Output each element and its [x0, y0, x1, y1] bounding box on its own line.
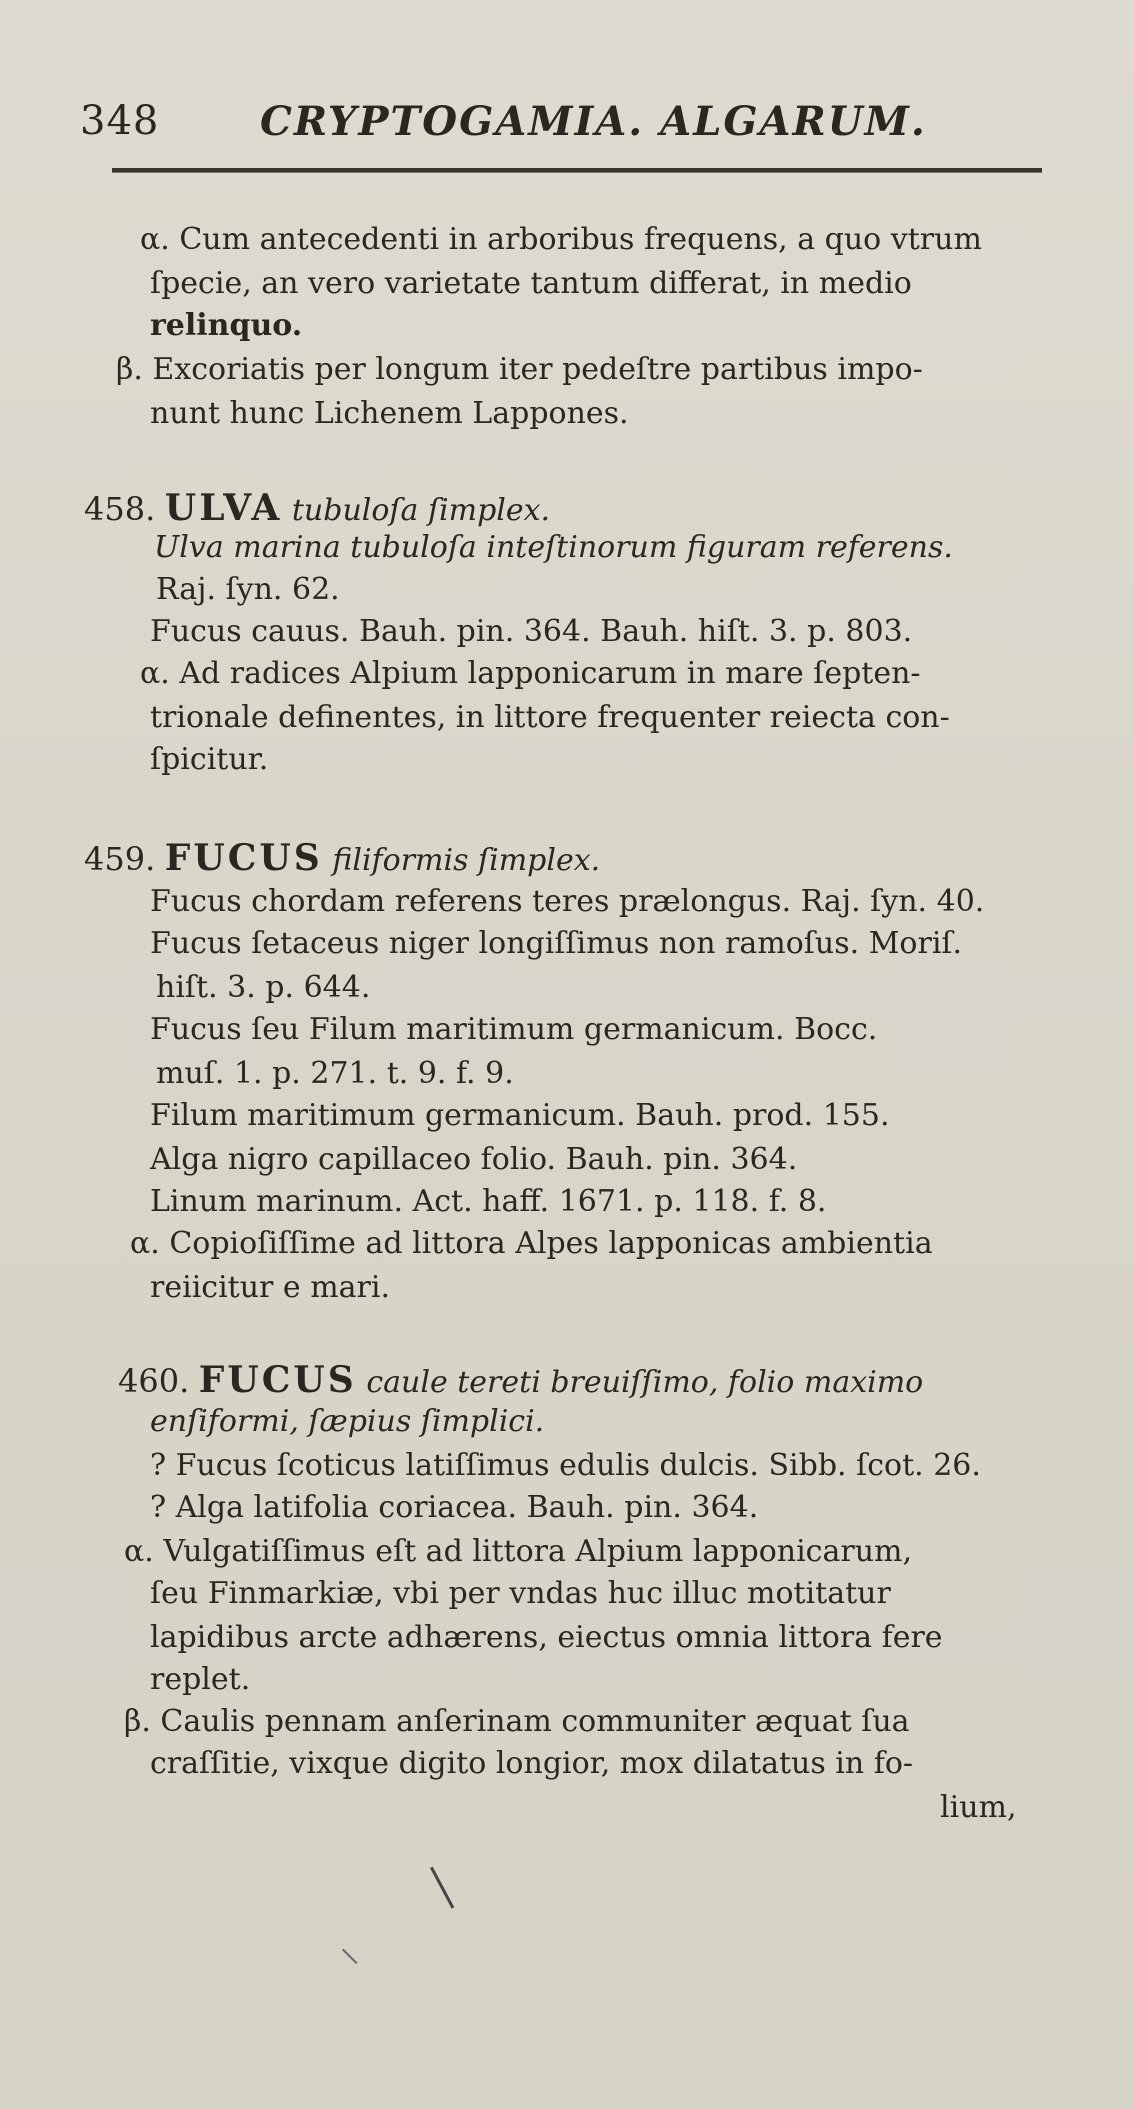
synonym-line: Fucus cauus. Bauh. pin. 364. Bauh. hiſt. 3. p. 803. [150, 614, 913, 649]
synonym-line: Raj. ſyn. 62. [156, 572, 340, 607]
entry-heading [84, 487, 551, 529]
note-line: ſpicitur. [150, 742, 269, 777]
entry-heading [118, 1359, 924, 1401]
genus-name: FUCUS [164, 837, 323, 879]
note-line: α. Ad radices Alpium lapponicarum in mare ſepten- [140, 656, 921, 691]
header-rule [112, 168, 1042, 173]
genus-name: FUCUS [198, 1359, 357, 1401]
note-line: lapidibus arcte adhærens, eiectus omnia littora fere [150, 1620, 943, 1655]
page-number: 348 [80, 98, 160, 144]
intro-line: β. Excoriatis per longum iter pedeſtre partibus impo- [116, 352, 923, 387]
synonym-line: hiſt. 3. p. 644. [156, 970, 371, 1005]
entry-number: 460. [118, 1362, 190, 1400]
note-line: reiicitur e mari. [150, 1270, 391, 1305]
note-line: craſſitie, vixque digito longior, mox dilatatus in fo- [150, 1746, 914, 1781]
note-line: ſeu Finmarkiæ, vbi per vndas huc illuc motitatur [150, 1576, 891, 1611]
running-head: CRYPTOGAMIA. ALGARUM. [260, 98, 927, 145]
entry-number: 458. [84, 490, 156, 528]
synonym-line: Ulva marina tubuloſa inteſtinorum figuram referens. [154, 530, 953, 565]
genus-name: ULVA [164, 487, 283, 529]
note-line: α. Vulgatiſſimus eſt ad littora Alpium lapponicarum, [124, 1534, 912, 1569]
page-header [80, 92, 1040, 152]
intro-line: relinquo. [150, 308, 303, 343]
ink-mark [342, 1949, 358, 1965]
entry-descriptor: caule tereti breuiſſimo, folio maximo [366, 1365, 924, 1400]
synonym-line: Filum maritimum germanicum. Bauh. prod. 155. [150, 1098, 890, 1133]
note-line: β. Caulis pennam anſerinam communiter æquat ſua [124, 1704, 910, 1739]
synonym-line: Alga nigro capillaceo folio. Bauh. pin. 364. [150, 1142, 798, 1177]
synonym-line: Linum marinum. Act. haff. 1671. p. 118. f. 8. [150, 1184, 827, 1219]
entry-descriptor: filiformis ſimplex. [332, 843, 601, 878]
note-line: replet. [150, 1662, 251, 1697]
entry-number: 459. [84, 840, 156, 878]
synonym-line: ? Alga latifolia coriacea. Bauh. pin. 364. [150, 1490, 759, 1525]
synonym-line: Fucus chordam referens teres prælongus. Raj. ſyn. 40. [150, 884, 985, 919]
note-line: trionale definentes, in littore frequenter reiecta con- [150, 700, 950, 735]
catchword: lium, [940, 1790, 1017, 1825]
synonym-line: Fucus ſeu Filum maritimum germanicum. Bocc. [150, 1012, 878, 1047]
synonym-line: muſ. 1. p. 271. t. 9. f. 9. [156, 1056, 514, 1091]
note-line: α. Copioſiſſime ad littora Alpes lapponicas ambientia [130, 1226, 933, 1261]
intro-line: ſpecie, an vero varietate tantum differat, in medio [150, 266, 912, 301]
ink-mark [430, 1867, 454, 1909]
descriptor-line: enſiformi, ſæpius ſimplici. [150, 1404, 545, 1439]
synonym-line: ? Fucus ſcoticus latiſſimus edulis dulcis. Sibb. ſcot. 26. [150, 1448, 981, 1483]
synonym-line: Fucus ſetaceus niger longiſſimus non ramoſus. Moriſ. [150, 926, 963, 961]
intro-line: α. Cum antecedenti in arboribus frequens, a quo vtrum [140, 222, 982, 257]
entry-descriptor: tubuloſa ſimplex. [291, 493, 551, 528]
intro-line: nunt hunc Lichenem Lappones. [150, 396, 629, 431]
entry-heading [84, 837, 601, 879]
